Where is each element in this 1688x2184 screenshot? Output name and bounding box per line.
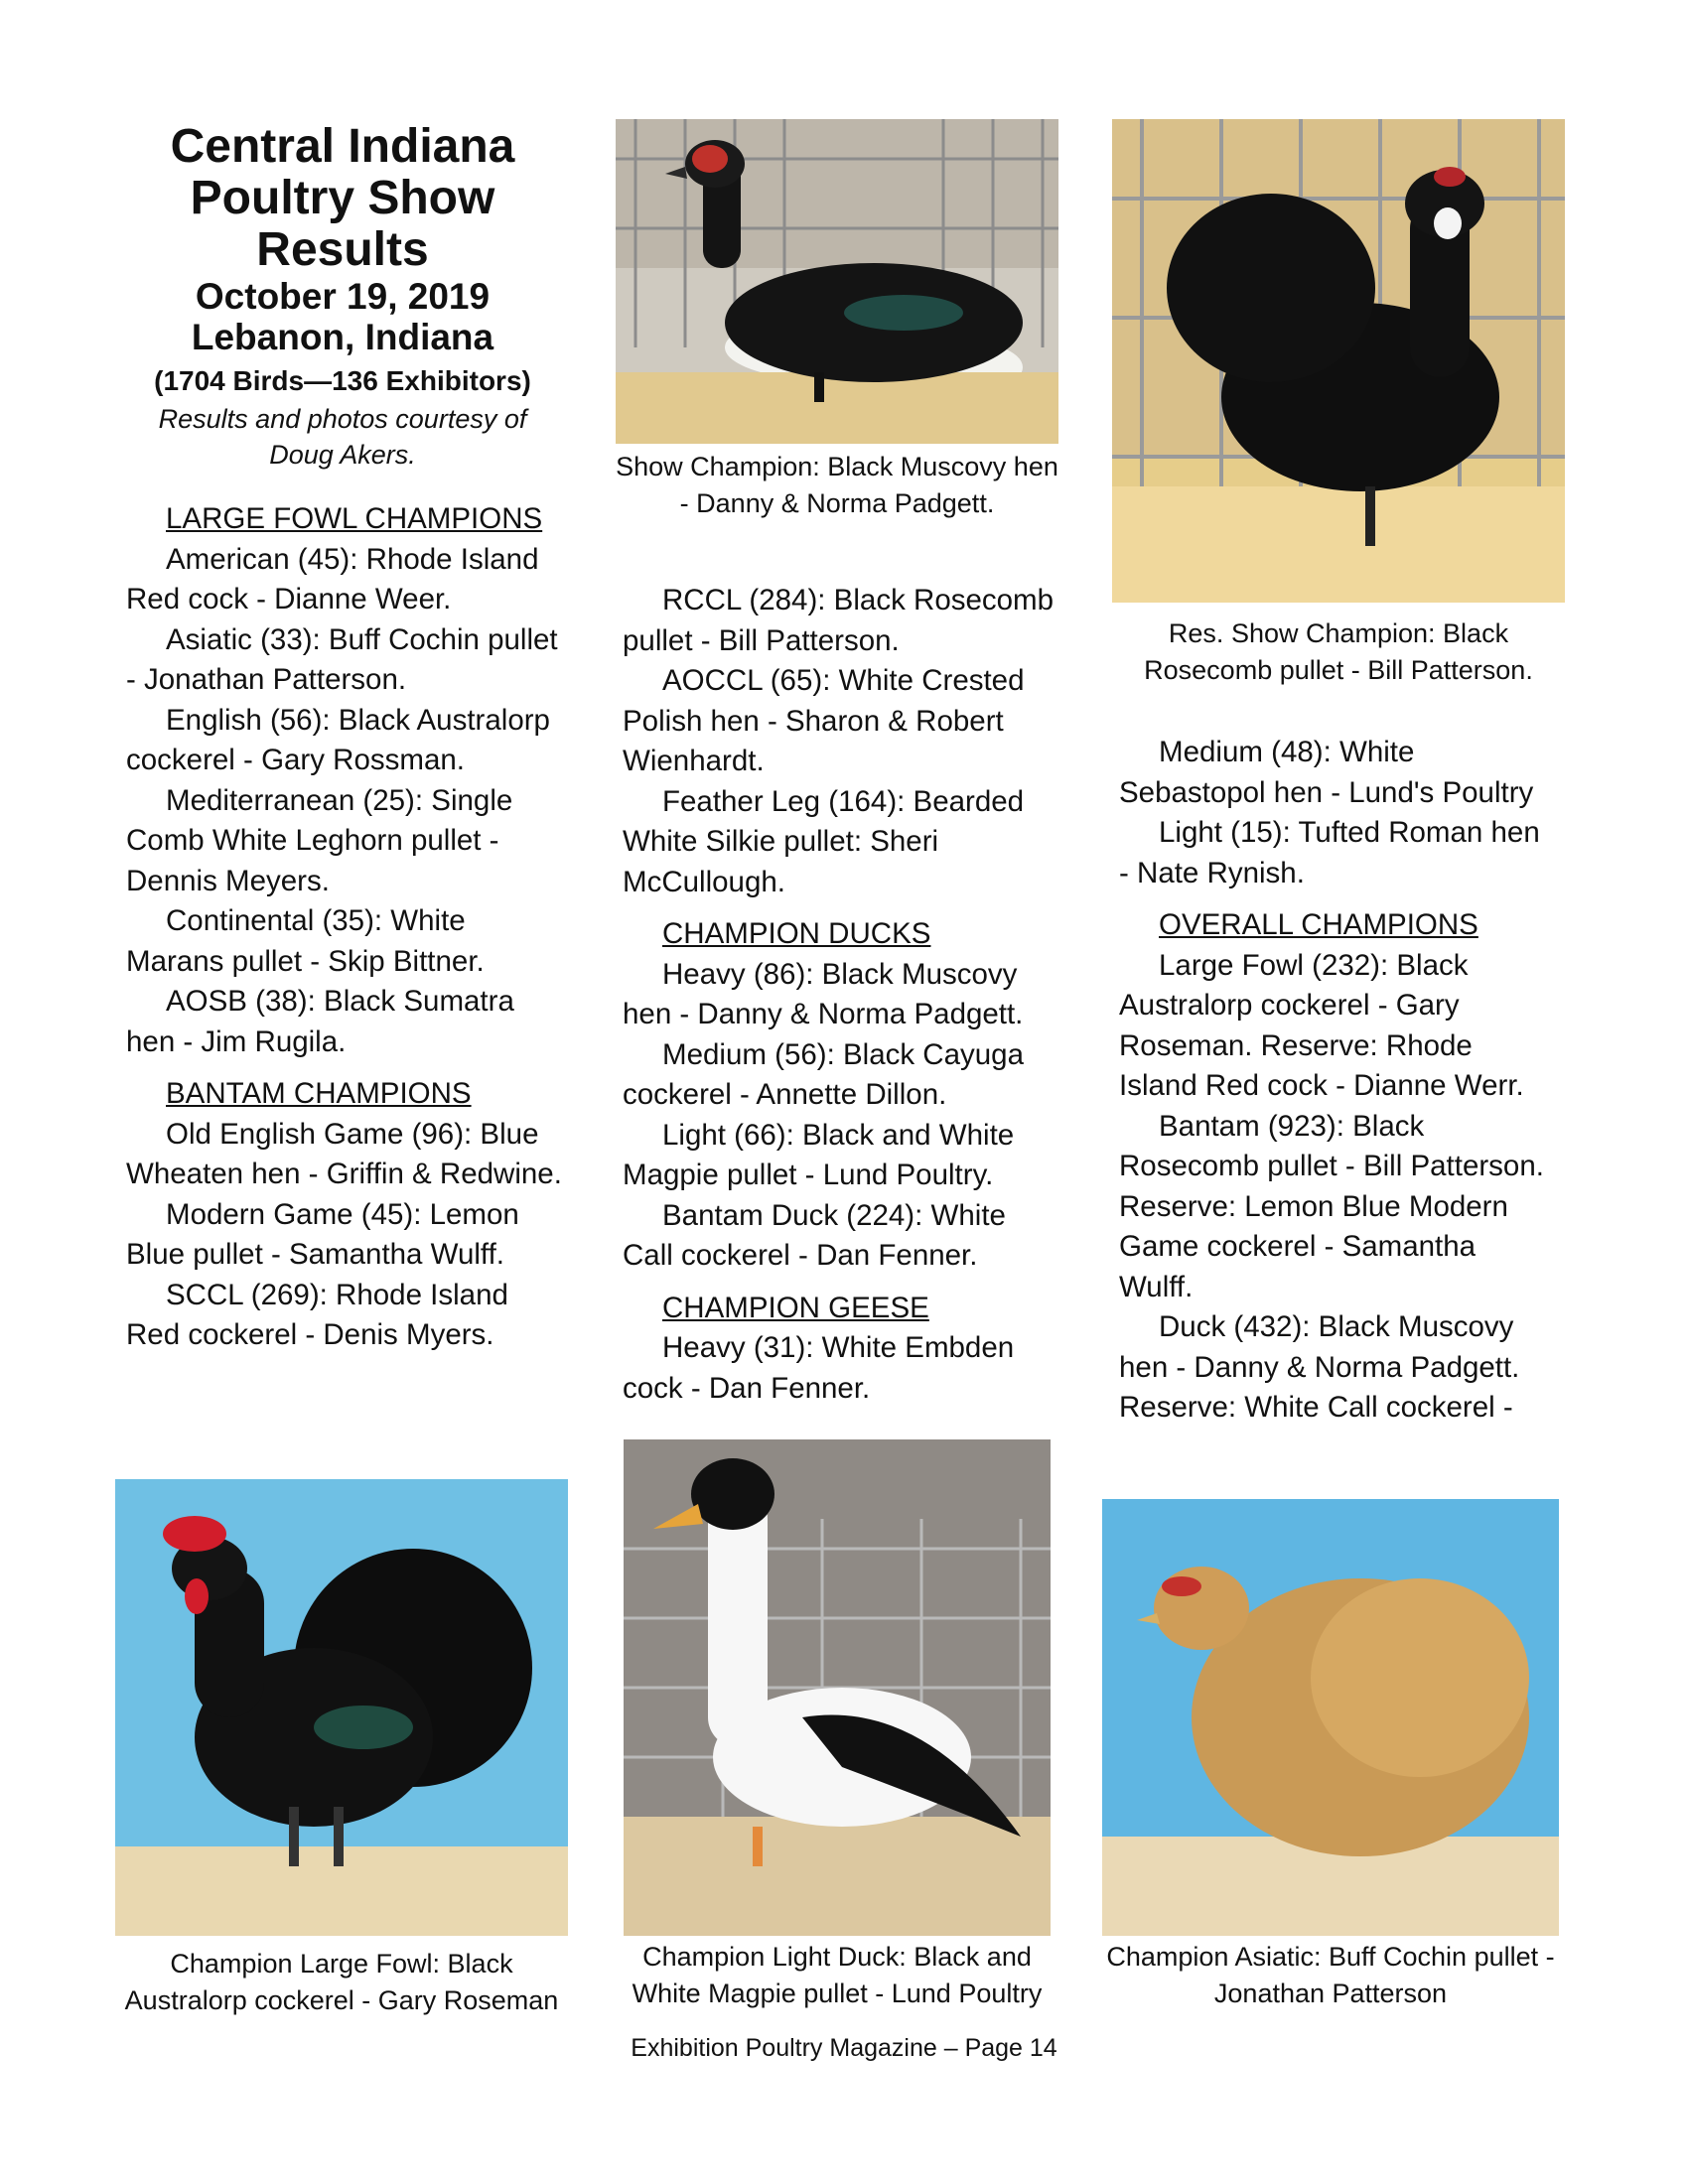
article-header xyxy=(119,121,566,473)
caption-large-fowl: Champion Large Fowl: Black Australorp cockerel - Gary Roseman xyxy=(124,1949,559,2015)
show-date: October 19, 2019 xyxy=(195,276,491,317)
caption-asiatic: Champion Asiatic: Buff Cochin pullet - Jonathan Patterson xyxy=(1106,1942,1555,2008)
result-old-english-game: Old English Game (96): Blue Wheaten hen - Griffin & Redwine. xyxy=(126,1117,562,1190)
title-line-3: Results xyxy=(256,223,429,276)
result-sccl: SCCL (269): Rhode Island Red cockerel - Denis Myers. xyxy=(126,1278,508,1351)
title-line-1: Central Indiana xyxy=(170,120,515,173)
show-location: Lebanon, Indiana xyxy=(191,317,494,357)
photo-buff-cochin xyxy=(1102,1499,1559,1936)
ducks-heading: CHAMPION DUCKS xyxy=(662,917,931,950)
result-english: English (56): Black Australorp cockerel - Gary Rossman. xyxy=(126,703,550,776)
result-aoccl: AOCCL (65): White Crested Polish hen - Sharon & Robert Wienhardt. xyxy=(623,664,1025,777)
result-overall-bantam: Bantam (923): Black Rosecomb pullet - Bill Patterson. Reserve: Lemon Blue Modern Game cockerel - Samantha Wulff. xyxy=(1119,1109,1544,1303)
column-2-text xyxy=(623,581,1059,1409)
result-mediterranean: Mediterranean (25): Single Comb White Leghorn pullet - Dennis Meyers. xyxy=(126,783,513,897)
title-line-2: Poultry Show xyxy=(190,172,495,224)
result-rccl: RCCL (284): Black Rosecomb pullet - Bill Patterson. xyxy=(623,584,1055,657)
bantam-heading: BANTAM CHAMPIONS xyxy=(166,1077,472,1110)
caption-light-duck: Champion Light Duck: Black and White Magpie pullet - Lund Poultry xyxy=(632,1942,1043,2008)
photo-black-australorp xyxy=(115,1479,568,1936)
column-3-text xyxy=(1119,733,1556,1429)
photo-black-rosecomb xyxy=(1112,119,1565,603)
column-1-text xyxy=(126,499,563,1356)
credit-line-2: Doug Akers. xyxy=(269,440,416,470)
result-light-goose: Light (15): Tufted Roman hen - Nate Rynish. xyxy=(1119,816,1540,889)
result-heavy-duck: Heavy (86): Black Muscovy hen - Danny & Norma Padgett. xyxy=(623,957,1024,1030)
result-bantam-duck: Bantam Duck (224): White Call cockerel - Dan Fenner. xyxy=(623,1198,1006,1272)
result-feather-leg: Feather Leg (164): Bearded White Silkie pullet: Sheri McCullough. xyxy=(623,784,1025,898)
page-footer: Exhibition Poultry Magazine – Page 14 xyxy=(631,2034,1057,2062)
caption-show-champion: Show Champion: Black Muscovy hen - Danny & Norma Padgett. xyxy=(616,452,1058,518)
photo-magpie-duck xyxy=(624,1439,1051,1936)
result-overall-large-fowl: Large Fowl (232): Black Australorp cockerel - Gary Roseman. Reserve: Rhode Island Red cock - Dianne Werr. xyxy=(1119,948,1524,1102)
geese-heading: CHAMPION GEESE xyxy=(662,1291,929,1324)
result-heavy-goose: Heavy (31): White Embden cock - Dan Fenner. xyxy=(623,1331,1015,1405)
result-medium-duck: Medium (56): Black Cayuga cockerel - Annette Dillon. xyxy=(623,1037,1024,1111)
result-light-duck: Light (66): Black and White Magpie pullet - Lund Poultry. xyxy=(623,1118,1015,1191)
photo-black-muscovy xyxy=(616,119,1058,444)
overall-heading: OVERALL CHAMPIONS xyxy=(1159,908,1478,941)
large-fowl-heading: LARGE FOWL CHAMPIONS xyxy=(166,502,543,535)
caption-reserve-show-champion: Res. Show Champion: Black Rosecomb pullet - Bill Patterson. xyxy=(1144,618,1533,685)
result-asiatic: Asiatic (33): Buff Cochin pullet - Jonathan Patterson. xyxy=(126,622,558,696)
result-continental: Continental (35): White Marans pullet - Skip Bittner. xyxy=(126,904,485,978)
result-aosb: AOSB (38): Black Sumatra hen - Jim Rugila. xyxy=(126,985,514,1058)
result-medium-goose: Medium (48): White Sebastopol hen - Lund's Poultry xyxy=(1119,736,1534,809)
credit-line-1: Results and photos courtesy of xyxy=(158,404,527,434)
result-american: American (45): Rhode Island Red cock - Dianne Weer. xyxy=(126,542,539,615)
entry-counts: (1704 Birds—136 Exhibitors) xyxy=(154,365,531,396)
result-overall-duck: Duck (432): Black Muscovy hen - Danny & Norma Padgett. Reserve: White Call cockerel - xyxy=(1119,1310,1520,1424)
result-modern-game: Modern Game (45): Lemon Blue pullet - Samantha Wulff. xyxy=(126,1197,519,1271)
